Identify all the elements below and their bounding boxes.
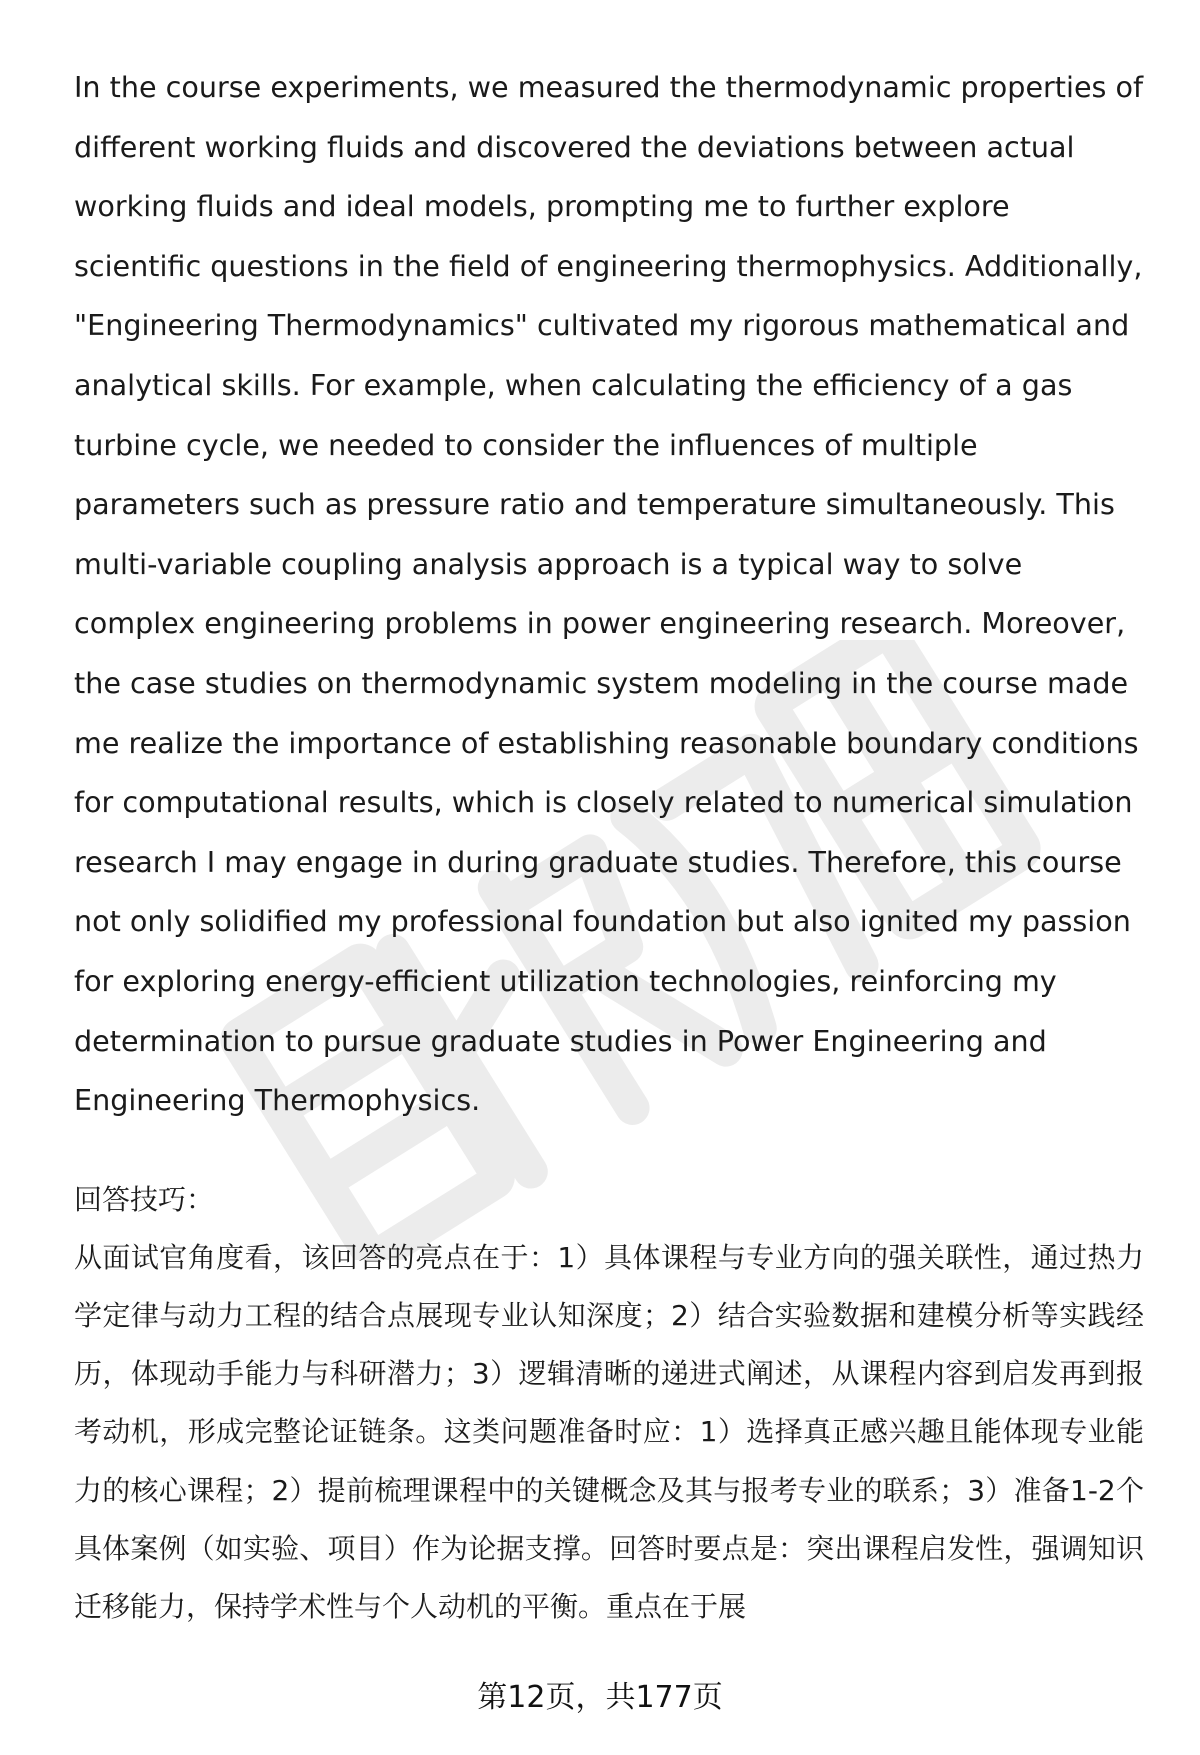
body-paragraph: In the course experiments, we measured the thermodynamic properties of different working fluids and discovered the deviations between actual working fluids and ideal models, prompting me to further explore scientific questions in the field of engineering thermophysics. Additionally, "Engineering Thermodynamics" cultivated my rigorous mathematical and analytical skills. For example, when calculating the efficiency of a gas turbine cycle, we needed to consider the influences of multiple parameters such as pressure ratio and temperature simultaneously. This multi-variable coupling analysis approach is a typical way to solve complex engineering problems in power engineering research. Moreover, the case studies on thermodynamic system modeling in the course made me realize the importance of establishing reasonable boundary conditions for computational results, which is closely related to numerical simulation research I may engage in during graduate studies. Therefore, this course not only solidified my professional foundation but also ignited my passion for exploring energy-efficient utilization technologies, reinforcing my determination to pursue graduate studies in Power Engineering and Engineering Thermophysics. [74,70,1144,1118]
tips-heading: 回答技巧： [74,1182,215,1216]
tips-paragraph: 从面试官角度看，该回答的亮点在于：1）具体课程与专业方向的强关联性，通过热力学定律与动力工程的结合点展现专业认知深度；2）结合实验数据和建模分析等实践经历，体现动手能力与科研潜力；3）逻辑清晰的递进式阐述，从课程内容到启发再到报考动机，形成完整论证链条。这类问题准备时应：1）选择真正感兴趣且能体现专业能力的核心课程；2）提前梳理课程中的关键概念及其与报考专业的联系；3）准备1-2个具体案例（如实验、项目）作为论据支撑。回答时要点是：突出课程启发性，强调知识迁移能力，保持学术性与个人动机的平衡。重点在于展 [74,1240,1144,1623]
content-area [74,58,1144,1636]
page-number: 第12页，共177页 [477,1680,723,1715]
